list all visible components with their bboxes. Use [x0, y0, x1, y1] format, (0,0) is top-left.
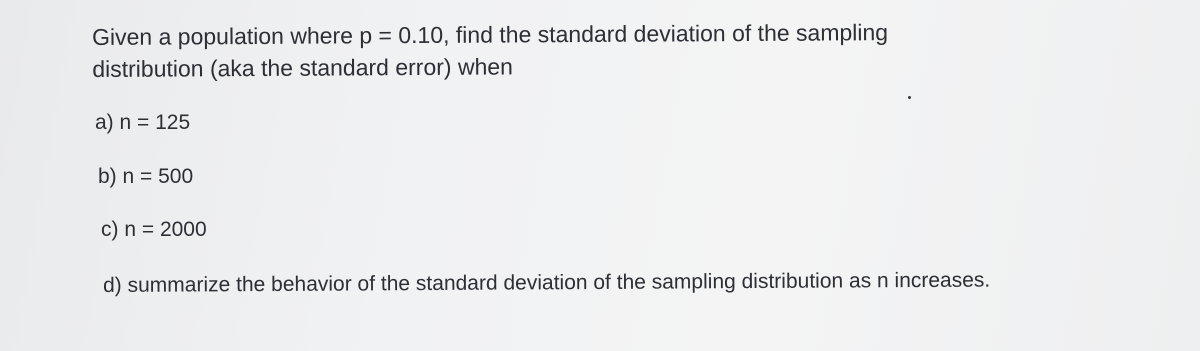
- question-prompt: Given a population where p = 0.10, find the standard deviation of the sampling distribution (aka the standard error) when: [92, 19, 889, 82]
- part-b: b) n = 500: [98, 165, 194, 188]
- dust-speck: [908, 96, 911, 99]
- part-d: d) summarize the behavior of the standard deviation of the sampling distribution as n increases.: [103, 268, 991, 297]
- part-c: c) n = 2000: [101, 218, 207, 241]
- part-a: a) n = 125: [95, 111, 191, 134]
